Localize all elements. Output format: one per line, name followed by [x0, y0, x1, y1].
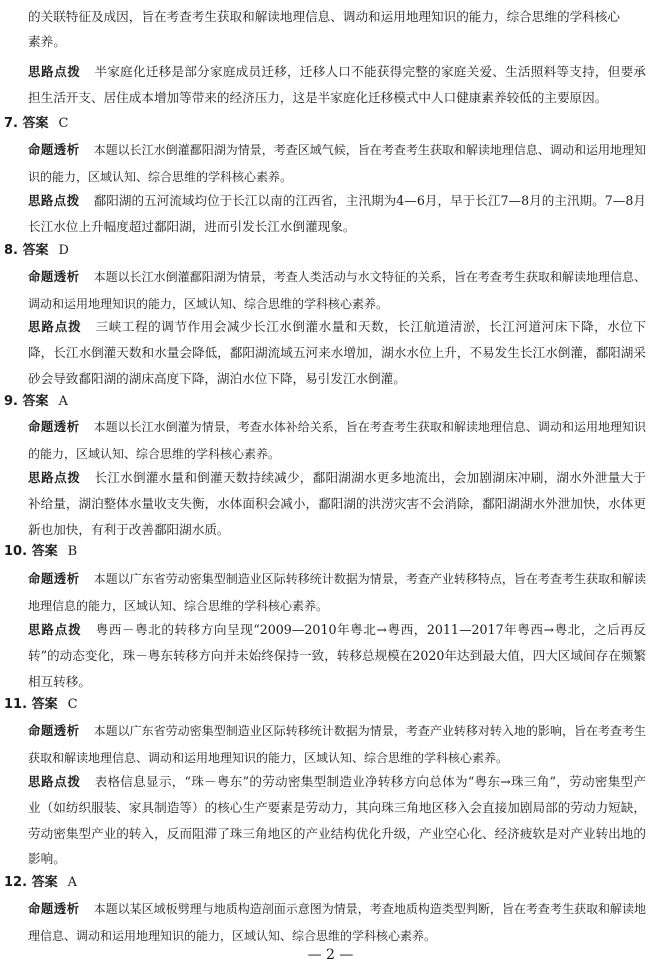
answer-label: 答案 [31, 875, 58, 890]
answer-value: C [67, 697, 78, 712]
answer-label: 答案 [31, 544, 58, 559]
question-8-think [28, 314, 646, 391]
answer-label: 答案 [22, 394, 49, 409]
question-9-answer [4, 391, 68, 413]
intent-text: 本题以长江水倒灌为情景，考查水体补给关系，旨在考查考生获取和解读地理信息、调动和运用地理知识的能力，区域认知、综合思维的学科核心素养。 [28, 420, 647, 461]
question-10-intent [28, 566, 646, 620]
question-9-think [28, 465, 646, 542]
think-text: 三峡工程的调节作用会减少长江水倒灌水量和天数，长江航道清淤，长江河道河床下降，水位下降，长江水倒灌天数和水量会降低，鄱阳湖流域五河来水增加，湖水水位上升，不易发生长江水倒灌，鄱阳湖采砂会导致鄱阳湖的湖床高度下降，湖泊水位下降，易引发江水倒灌。 [28, 319, 647, 386]
think-label: 思路点拨 [28, 622, 82, 637]
intent-label: 命题透析 [28, 723, 80, 738]
intent-text: 本题以长江水倒灌鄱阳湖为情景，考查人类活动与水文特征的关系，旨在考查考生获取和解读地理信息、调动和运用地理知识的能力，区域认知、综合思维的学科核心素养。 [28, 270, 647, 311]
think-label: 思路点拨 [28, 470, 81, 485]
question-number: 11. [4, 697, 28, 712]
intent-text: 本题以广东省劳动密集型制造业区际转移统计数据为情景，考查产业转移对转入地的影响，旨在考查考生获取和解读地理信息、调动和运用地理知识的能力，区域认知、综合思维的学科核心素养。 [28, 724, 647, 765]
answer-value: B [67, 544, 78, 559]
think-text: 长江水倒灌水量和倒灌天数持续减少，鄱阳湖湖水更多地流出，会加剧湖床冲刷，湖水外泄量大于补给量，湖泊整体水量收支失衡，水体面积会减小，鄱阳湖的洪涝灾害不会消除，鄱阳湖湖水外泄加快，水体更新也加快，有利于改善鄱阳湖水质。 [28, 470, 647, 537]
intro-line-1: 的关联特征及成因，旨在考查考生获取和解读地理信息、调动和运用地理知识的能力，综合思维的学科核心 [28, 9, 620, 24]
think-label: 思路点拨 [28, 319, 82, 334]
question-number: 7. [4, 116, 18, 131]
think-text: 表格信息显示，“珠－粤东”的劳动密集型制造业净转移方向总体为“粤东→珠三角”，劳动密集型产业（如纺织服装、家具制造等）的核心生产要素是劳动力，其向珠三角地区移入会直接加剧局部的劳动力短缺，劳动密集型产业的转入，反而阻滞了珠三角地区的产业结构优化升级，产业空心化、经济疲软是对产业转出地的影响。 [28, 774, 646, 867]
think-label: 思路点拨 [28, 64, 81, 79]
q6-think-paragraph [28, 59, 646, 111]
question-number: 9. [4, 394, 18, 409]
question-number: 12. [4, 875, 28, 890]
question-11-intent [28, 718, 646, 772]
intent-label: 命题透析 [28, 269, 80, 284]
intent-label: 命题透析 [28, 901, 80, 916]
think-label: 思路点拨 [28, 774, 81, 789]
intent-text: 本题以某区域板劈理与地质构造剖面示意图为情景，考查地质构造类型判断，旨在考查考生获取和解读地理信息、调动和运用地理知识的能力，区域认知、综合思维的学科核心素养。 [28, 902, 647, 943]
answer-label: 答案 [22, 116, 49, 131]
answer-label: 答案 [22, 243, 49, 258]
answer-value: C [58, 116, 69, 131]
think-text: 鄱阳湖的五河流域均位于长江以南的江西省，主汛期为4—6月，早于长江7—8月的主汛期。7—8月长江水位上升幅度超过鄱阳湖，进而引发长江水倒灌现象。 [28, 193, 647, 234]
intent-text: 本题以广东省劳动密集型制造业区际转移统计数据为情景，考查产业转移特点，旨在考查考生获取和解读地理信息的能力，区域认知、综合思维的学科核心素养。 [28, 572, 647, 613]
question-7-think [28, 188, 646, 240]
question-number: 10. [4, 544, 28, 559]
question-7-answer [4, 113, 68, 135]
think-text: 粤西－粤北的转移方向呈现“2009—2010年粤北→粤西，2011—2017年粤西→粤北，之后再反转”的动态变化，珠－粤东转移方向并未始终保持一致，转移总规模在2020年达到最大值，四大区域间存在频繁相互转移。 [28, 622, 647, 689]
intent-label: 命题透析 [28, 571, 80, 586]
intent-label: 命题透析 [28, 142, 80, 157]
question-11-think [28, 769, 646, 872]
question-12-answer [4, 872, 77, 894]
question-10-think [28, 617, 646, 694]
think-label: 思路点拨 [28, 193, 80, 208]
answer-value: A [58, 394, 68, 409]
page-number: — 2 — [307, 947, 354, 963]
answer-label: 答案 [31, 697, 58, 712]
intent-text: 本题以长江水倒灌鄱阳湖为情景，考查区域气候，旨在考查考生获取和解读地理信息、调动和运用地理知识的能力，区域认知、综合思维的学科核心素养。 [28, 143, 647, 184]
question-12-intent [28, 896, 646, 950]
question-9-intent [28, 414, 646, 468]
answer-value: D [58, 243, 69, 258]
question-11-answer [4, 694, 78, 716]
question-7-intent [28, 137, 646, 191]
question-8-intent [28, 264, 646, 318]
question-number: 8. [4, 243, 18, 258]
intro-line-2: 素养。 [28, 34, 66, 49]
answer-value: A [67, 875, 77, 890]
question-10-answer [4, 541, 77, 563]
think-text: 半家庭化迁移是部分家庭成员迁移，迁移人口不能获得完整的家庭关爱、生活照料等支持，但要承担生活开支、居住成本增加等带来的经济压力，这是半家庭化迁移模式中人口健康素养较低的主要原因。 [28, 64, 647, 105]
question-8-answer [4, 240, 69, 262]
intent-label: 命题透析 [28, 419, 80, 434]
